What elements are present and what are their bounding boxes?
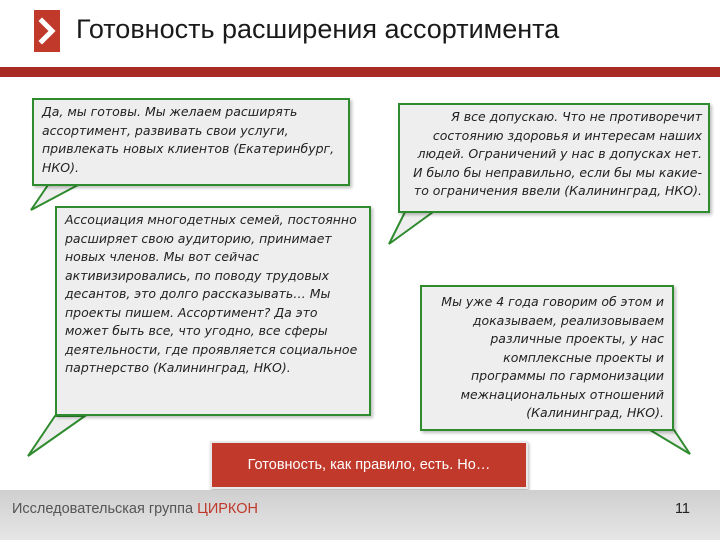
page-title: Готовность расширения ассортимента xyxy=(76,14,560,44)
page-number: 11 xyxy=(674,501,690,517)
chevron-logo-icon xyxy=(34,10,60,52)
quote-bubble-middle-left: Ассоциация многодетных семей, постоянно расширяет свою аудиторию, принимает новых членов. Мы вот сейчас активизировались, по поводу трудовых десантов, это долго рассказывать… Мы проекты пишем. Ассортимент? Да это может быть все, что угодно, все сферы деятельности, где проявляется социальное партнерство (Калининград, НКО). xyxy=(55,206,371,416)
bubble-tail-top-right xyxy=(385,210,445,250)
footer-prefix: Исследовательская группа xyxy=(12,501,198,517)
conclusion-text: Готовность, как правило, есть. Но… xyxy=(247,457,491,473)
quote-bubble-top-right: Я все допускаю. Что не противоречит состоянию здоровья и интересам наших людей. Ограничений у нас в допусках нет. И было бы неправильно, если бы мы какие-то ограничения ввели (Калининград, НКО). xyxy=(398,103,710,213)
quote-bubble-middle-right: Мы уже 4 года говорим об этом и доказываем, реализовываем различные проекты, у нас комплексные проекты и программы по гармонизации межнациональных отношений (Калининград, НКО). xyxy=(420,285,674,431)
footer-caption xyxy=(12,501,258,517)
quote-bubble-top-left: Да, мы готовы. Мы желаем расширять ассортимент, развивать свои услуги, привлекать новых клиентов (Екатеринбург, НКО). xyxy=(32,98,350,186)
footer-bar xyxy=(0,490,720,540)
bubble-tail-middle-left xyxy=(25,412,95,462)
footer-brand: ЦИРКОН xyxy=(197,501,258,517)
conclusion-banner xyxy=(210,441,528,489)
title-divider xyxy=(0,67,720,77)
